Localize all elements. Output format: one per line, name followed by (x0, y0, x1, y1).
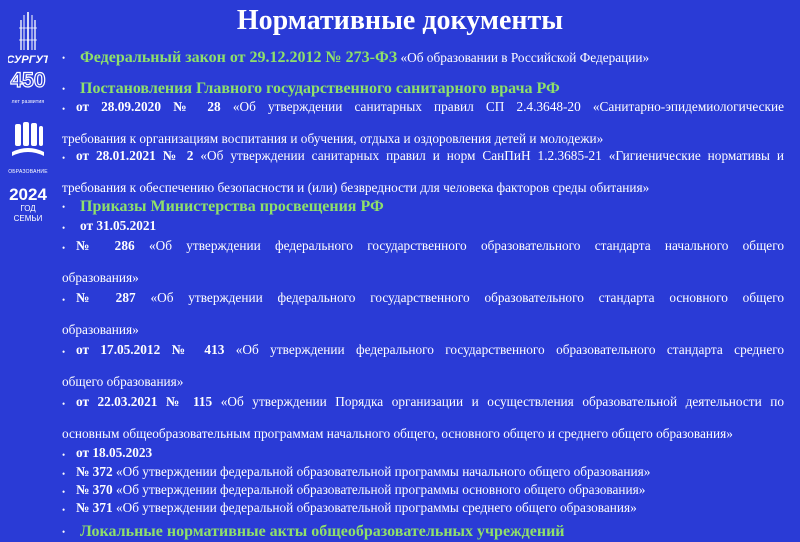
order-371-text: «Об утверждении федеральной образовательной программы среднего общего образования» (112, 500, 637, 515)
list-item-order-287 (62, 290, 784, 338)
education-logo (8, 120, 48, 178)
year-of-family-logo (8, 186, 48, 226)
order-115-text-1: «Об утверждении Порядка организации и осуществления образовательной деятельности по (212, 394, 784, 409)
order-115-number: от 22.03.2021 № 115 (76, 394, 213, 409)
list-item-sanpin-2020 (62, 99, 784, 147)
local-acts-heading: Локальные нормативные акты общеобразовательных учреждений (80, 523, 565, 540)
order-372-text: «Об утверждении федеральной образовательной программы начального общего образования» (112, 464, 651, 479)
bullet-icon: • (62, 104, 66, 114)
order-413-text-1: «Об утверждении федерального государственного образовательного стандарта среднего (224, 342, 785, 357)
sanpin-2020-text-1: «Об утверждении санитарных правил СП 2.4.3648-20 «Санитарно-эпидемиологические (220, 99, 784, 114)
list-item-federal-law (62, 48, 784, 68)
section-heading-prikazy (62, 197, 784, 217)
bullet-icon: • (62, 53, 66, 63)
section-heading-local-acts (62, 522, 784, 542)
surgut-logo-caption: лет развития (11, 99, 45, 105)
order-287-text-2: образования» (62, 322, 139, 337)
order-287-number: № 287 (76, 290, 136, 305)
bullet-icon: • (62, 469, 66, 479)
list-item-sanpin-2021 (62, 148, 784, 196)
list-item-date-2021 (62, 218, 784, 234)
bullet-icon: • (62, 505, 66, 515)
bullet-icon: • (62, 223, 66, 233)
sanpin-2020-number: от 28.09.2020 № 28 (76, 99, 221, 114)
order-286-number: № 286 (76, 238, 135, 253)
order-372-number: № 372 (76, 464, 113, 479)
year-number: 2024 (9, 185, 47, 204)
list-item-order-371 (62, 500, 784, 516)
bullet-icon: • (62, 84, 66, 94)
order-287-text-1: «Об утверждении федерального государственного образовательного стандарта основного общего (135, 290, 784, 305)
list-item-order-413 (62, 342, 784, 390)
order-286-text-1: «Об утверждении федерального государственного образовательного стандарта начального общего (134, 238, 784, 253)
svg-text:СУРГУТ: СУРГУТ (8, 54, 48, 66)
bullet-icon: • (62, 399, 66, 409)
education-icon (8, 120, 48, 164)
list-item-order-286 (62, 238, 784, 286)
order-370-text: «Об утверждении федеральной образовательной программы основного общего образования» (112, 482, 646, 497)
sanpin-2021-text-1: «Об утверждении санитарных правил и норм СанПиН 1.2.3685-21 «Гигиенические нормативы и (193, 148, 784, 163)
list-item-order-370 (62, 482, 784, 498)
date-2023: от 18.05.2023 (76, 445, 153, 460)
prikazy-heading: Приказы Министерства просвещения РФ (80, 198, 384, 215)
sanpin-2021-number: от 28.01.2021 № 2 (76, 148, 194, 163)
section-heading-postanovleniya (62, 79, 784, 99)
order-371-number: № 371 (76, 500, 113, 515)
year-caption: ГОД СЕМЬИ (13, 204, 43, 223)
page-title: Нормативные документы (236, 5, 564, 36)
bullet-icon: • (62, 202, 66, 212)
sanpin-2020-text-2: требования к организациям воспитания и обучения, отдыха и оздоровления детей и молодежи» (62, 131, 604, 146)
list-item-order-115 (62, 394, 784, 442)
list-item-order-372 (62, 464, 784, 480)
bullet-icon: • (62, 527, 66, 537)
svg-text:450: 450 (10, 69, 46, 92)
sanpin-2021-text-2: требования к обеспечению безопасности и (или) безвредности для человека факторов среды обитания» (62, 180, 650, 195)
order-370-number: № 370 (76, 482, 113, 497)
document-list (62, 42, 784, 542)
federal-law-text: «Об образовании в Российской Федерации» (397, 50, 650, 65)
postanovleniya-heading: Постановления Главного государственного санитарного врача РФ (80, 80, 560, 97)
education-logo-caption: ОБРАЗОВАНИЕ (8, 169, 48, 175)
federal-law-title: Федеральный закон от 29.12.2012 № 273-ФЗ (80, 49, 398, 66)
order-115-text-2: основным общеобразовательным программам начального общего, основного общего и среднего общего образования» (62, 426, 733, 441)
sidebar-logos (0, 0, 54, 450)
order-413-text-2: общего образования» (62, 374, 184, 389)
order-286-text-2: образования» (62, 270, 139, 285)
bullet-icon: • (62, 153, 66, 163)
bullet-icon: • (62, 487, 66, 497)
bullet-icon: • (62, 450, 66, 460)
order-413-number: от 17.05.2012 № 413 (76, 342, 225, 357)
bullet-icon: • (62, 295, 66, 305)
list-item-date-2023 (62, 445, 784, 461)
bullet-icon: • (62, 243, 66, 253)
date-2021: от 31.05.2021 (80, 218, 157, 233)
bullet-icon: • (62, 347, 66, 357)
